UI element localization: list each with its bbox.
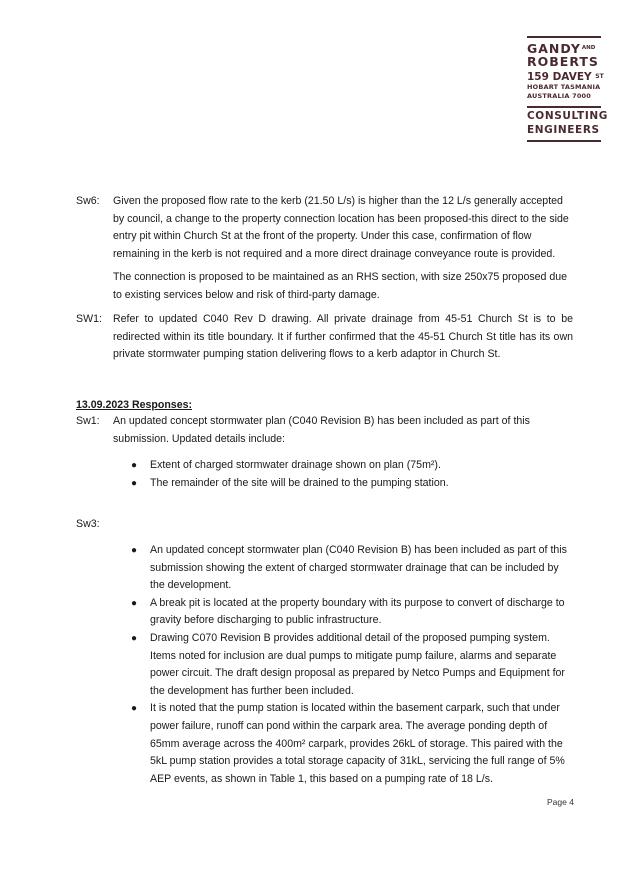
response-label-sw3: Sw3: (76, 518, 100, 530)
item-label-sw6: Sw6: (76, 195, 100, 207)
company-logo (527, 36, 608, 142)
list-item: ● Extent of charged stormwater drainage shown on plan (75m²). (113, 457, 573, 475)
page-number: Page 4 (547, 797, 574, 807)
item-label-sw1: SW1: (76, 313, 102, 325)
logo-line-1: $GANDY^{AND}$ (527, 41, 596, 56)
list-item: ● The remainder of the site will be drained to the pumping station. (113, 475, 573, 493)
bullet-icon: ● (131, 597, 138, 609)
bullet-icon: ● (131, 632, 138, 644)
list-item: ● Drawing C070 Revision B provides additional detail of the proposed pumping system. Items noted for inclusion are dual pumps to mitigate pump failure, alarms and separate power circuit. The draft design proposal as prepared by Netco Pumps and Equipment for the development has further been included. (131, 631, 565, 697)
logo-rule-middle (527, 106, 601, 108)
response-sw1-paragraph: An updated concept stormwater plan (C040 Revision B) has been included as part of this submission. Updated details include: (113, 415, 530, 445)
item-sw1-paragraph: Refer to updated C040 Rev D drawing. All private drainage from 45-51 Church St is to be redirected within its title boundary. It if further confirmed that the 45-51 Church St title has its own private stormwater pumping station delivering flows to a kerb adaptor in Church St. (113, 313, 573, 361)
logo-line-2: ROBERTS (527, 54, 599, 69)
response-sw3-bullet-list (113, 542, 573, 788)
list-item: ● It is noted that the pump station is located within the basement carpark, such that under power failure, runoff can pond within the carpark area. The average ponding depth of 65mm average across the 400m² carpark, provides 26kL of storage. This paired with the 5kL pump station provides a total storage capacity of 31kL, servicing the full range of 5% AEP events, as shown in Table 1, this based on a pumping rate of 18 L/s. (131, 702, 565, 785)
list-item: ● A break pit is located at the property boundary with its purpose to convert of discharge to gravity before discharging to public infrastructure. (131, 596, 565, 627)
logo-tagline-1: CONSULTING (527, 110, 608, 122)
logo-rule-top (527, 36, 601, 38)
logo-rule-bottom (527, 140, 601, 142)
response-sw1-bullet-list (113, 457, 573, 492)
response-label-sw1: Sw1: (76, 415, 100, 427)
logo-tagline-2: ENGINEERS (527, 124, 600, 136)
bullet-icon: ● (131, 460, 138, 471)
bullet-icon: ● (131, 545, 138, 556)
bullet-icon: ● (131, 477, 138, 489)
bullet-icon: ● (131, 703, 138, 715)
logo-address-city: HOBART TASMANIA (527, 83, 601, 91)
logo-address-street: 159 DAVEY $^{ST}$ (527, 71, 604, 83)
logo-address-country: AUSTRALIA 7000 (527, 92, 592, 100)
item-sw6-paragraph-1: Given the proposed flow rate to the kerb (21.50 L/s) is higher than the 12 L/s generally accepted by council, a change to the property connection location has been proposed-this direct to the side entry pit within Church St at the front of the property. Under this case, confirmation of flow remaining in the kerb is not required and a more direct drainage conveyance route is provided. (113, 195, 569, 260)
responses-heading: 13.09.2023 Responses: (76, 399, 193, 411)
list-item: ● An updated concept stormwater plan (C040 Revision B) has been included as part of this submission showing the extent of charged stormwater drainage that can be included by the development. (131, 544, 567, 592)
item-sw6-paragraph-2: The connection is proposed to be maintained as an RHS section, with size 250x75 proposed due to existing services below and risk of third-party damage. (113, 271, 568, 301)
